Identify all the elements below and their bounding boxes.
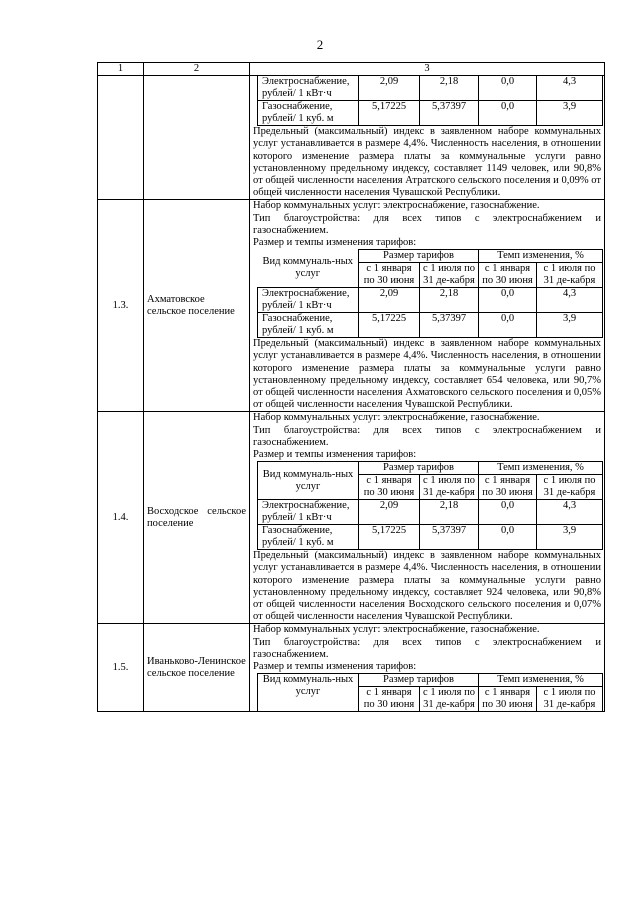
period-2-header: с 1 июля по 31 де-кабря	[537, 475, 603, 500]
rate-h2: 3,9	[537, 525, 603, 550]
inner-tariff-table	[257, 249, 603, 338]
row-number: 1.5.	[98, 624, 144, 712]
tariff-h2: 2,18	[420, 76, 479, 101]
period-2-header: с 1 июля по 31 де-кабря	[420, 475, 479, 500]
tariff-size-header: Размер тарифов	[359, 462, 479, 475]
index-paragraph: Предельный (максимальный) индекс в заявленном наборе коммунальных услуг устанавливается в размере 4,4%. Численность населения, в отношении которого изменение размера платы за коммунальные услуги равно установленному предельному индексу, составляет 924 человека, или 90,8% от общей численности населения Восходского сельского поселения и 0,07% от общей численности населения Чувашской Республики.	[253, 550, 601, 623]
period-1-header: с 1 января по 30 июня	[479, 475, 537, 500]
tariff-row	[258, 288, 603, 313]
settlement-name-cell	[144, 76, 250, 200]
services-set: Набор коммунальных услуг: электроснабжение, газоснабжение.	[253, 412, 540, 424]
row-number: 1.4.	[98, 412, 144, 624]
tariff-table	[97, 62, 605, 712]
row-content	[250, 76, 605, 200]
row-content	[250, 200, 605, 412]
inner-tariff-table	[257, 673, 603, 712]
rate-h2: 3,9	[537, 313, 603, 338]
rate-h1: 0,0	[479, 76, 537, 101]
tariff-title: Размер и темпы изменения тарифов:	[253, 237, 417, 249]
rate-h1: 0,0	[479, 500, 537, 525]
tariff-size-header: Размер тарифов	[359, 674, 479, 687]
service-cell: Газоснабжение, рублей/ 1 куб. м	[258, 101, 359, 126]
tariff-title: Размер и темпы изменения тарифов:	[253, 661, 417, 673]
header-col-1: 1	[98, 63, 144, 76]
rate-h2: 3,9	[537, 101, 603, 126]
service-cell: Газоснабжение, рублей/ 1 куб. м	[258, 525, 359, 550]
tariff-h2: 5,37397	[420, 313, 479, 338]
table-row	[98, 624, 605, 712]
header-col-2: 2	[144, 63, 250, 76]
improvement-type: Тип благоустройства: для всех типов с электроснабжением и газоснабжением.	[253, 424, 601, 448]
index-paragraph: Предельный (максимальный) индекс в заявленном наборе коммунальных услуг устанавливается в размере 4,4%. Численность населения, в отношении которого изменение размера платы за коммунальные услуги равно установленному предельному индексу, составляет 654 человека, или 90,7% от общей численности населения Ахматовского сельского поселения и 0,05% от общей численности населения Чувашской Республики.	[253, 338, 601, 411]
tariff-row	[258, 76, 603, 101]
rate-h2: 4,3	[537, 288, 603, 313]
tariff-row	[258, 525, 603, 550]
page-number: 2	[316, 37, 324, 52]
period-2-header: с 1 июля по 31 де-кабря	[420, 263, 479, 288]
tariff-h1: 2,09	[359, 76, 420, 101]
settlement-name: Восходское сельское поселение	[144, 412, 250, 624]
tariff-h2: 2,18	[420, 500, 479, 525]
service-type-header: Вид коммуналь-ных услуг	[258, 674, 359, 712]
period-1-header: с 1 января по 30 июня	[359, 263, 420, 288]
tariff-size-header: Размер тарифов	[359, 250, 479, 263]
header-row	[98, 63, 605, 76]
period-2-header: с 1 июля по 31 де-кабря	[420, 687, 479, 712]
services-set: Набор коммунальных услуг: электроснабжение, газоснабжение.	[253, 200, 540, 212]
rate-change-header: Темп изменения, %	[479, 250, 603, 263]
inner-tariff-table	[257, 75, 603, 126]
rate-h1: 0,0	[479, 288, 537, 313]
period-2-header: с 1 июля по 31 де-кабря	[537, 263, 603, 288]
service-cell: Газоснабжение, рублей/ 1 куб. м	[258, 313, 359, 338]
row-number-cell	[98, 76, 144, 200]
rate-h1: 0,0	[479, 525, 537, 550]
service-cell: Электроснабжение, рублей/ 1 кВт·ч	[258, 500, 359, 525]
service-cell: Электроснабжение, рублей/ 1 кВт·ч	[258, 288, 359, 313]
period-1-header: с 1 января по 30 июня	[479, 263, 537, 288]
tariff-row	[258, 313, 603, 338]
tariff-title: Размер и темпы изменения тарифов:	[253, 449, 417, 461]
period-1-header: с 1 января по 30 июня	[479, 687, 537, 712]
rate-change-header: Темп изменения, %	[479, 462, 603, 475]
tariff-h1: 5,17225	[359, 525, 420, 550]
service-cell: Электроснабжение, рублей/ 1 кВт·ч	[258, 76, 359, 101]
tariff-h1: 2,09	[359, 500, 420, 525]
services-set: Набор коммунальных услуг: электроснабжение, газоснабжение.	[253, 624, 540, 636]
row-content	[250, 624, 605, 712]
settlement-name: Иваньково-Ленинское сельское поселение	[144, 624, 250, 712]
table-row	[98, 200, 605, 412]
period-2-header: с 1 июля по 31 де-кабря	[537, 687, 603, 712]
index-paragraph: Предельный (максимальный) индекс в заявленном наборе коммунальных услуг устанавливается в размере 4,4%. Численность населения, в отношении которого изменение размера платы за коммунальные услуги равно установленному предельному индексу, составляет 1149 человек, или 90,8% от общей численности населения Атратского сельского поселения и 0,09% от общей численности населения Чувашской Республики.	[253, 126, 601, 199]
header-col-3: 3	[250, 63, 605, 76]
service-type-header: Вид коммуналь-ных услуг	[258, 250, 359, 288]
settlement-name: Ахматовское сельское поселение	[144, 200, 250, 412]
service-type-header: Вид коммуналь-ных услуг	[258, 462, 359, 500]
period-1-header: с 1 января по 30 июня	[359, 687, 420, 712]
period-1-header: с 1 января по 30 июня	[359, 475, 420, 500]
tariff-row	[258, 101, 603, 126]
tariff-row	[258, 500, 603, 525]
tariff-h1: 5,17225	[359, 101, 420, 126]
tariff-h2: 2,18	[420, 288, 479, 313]
table-row-continued	[98, 76, 605, 200]
rate-h1: 0,0	[479, 313, 537, 338]
inner-tariff-table	[257, 461, 603, 550]
tariff-h1: 2,09	[359, 288, 420, 313]
row-content	[250, 412, 605, 624]
rate-change-header: Темп изменения, %	[479, 674, 603, 687]
improvement-type: Тип благоустройства: для всех типов с электроснабжением и газоснабжением.	[253, 212, 601, 236]
rate-h1: 0,0	[479, 101, 537, 126]
tariff-h2: 5,37397	[420, 101, 479, 126]
tariff-h2: 5,37397	[420, 525, 479, 550]
rate-h2: 4,3	[537, 500, 603, 525]
improvement-type: Тип благоустройства: для всех типов с электроснабжением и газоснабжением.	[253, 636, 601, 660]
rate-h2: 4,3	[537, 76, 603, 101]
tariff-h1: 5,17225	[359, 313, 420, 338]
row-number: 1.3.	[98, 200, 144, 412]
table-row	[98, 412, 605, 624]
